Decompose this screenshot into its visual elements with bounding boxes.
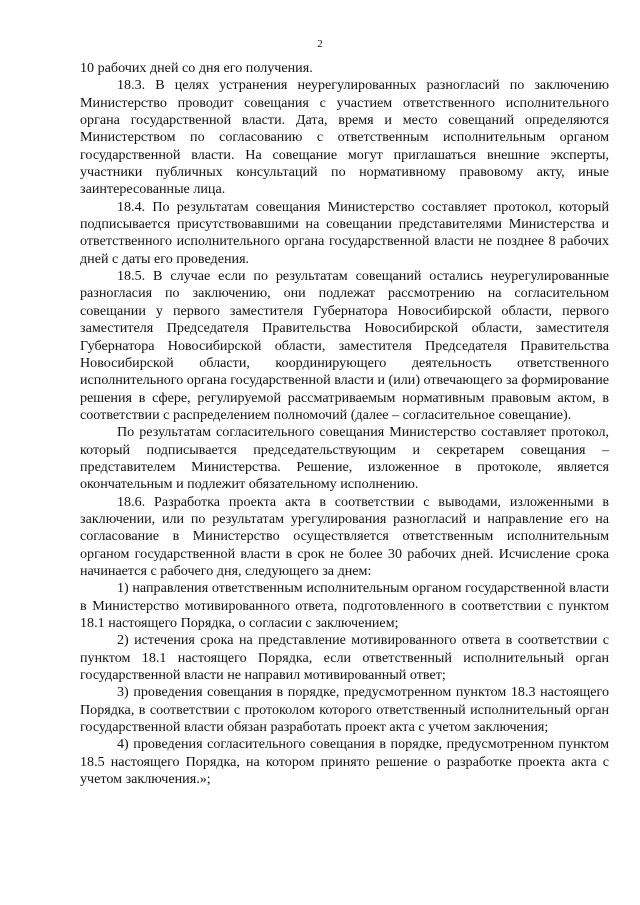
list-item-4: 4) проведения согласительного совещания в порядке, предусмотренном пунктом 18.5 настоящего Порядка, на котором принято решение о разработке проекта акта с учетом заключения.»; [80, 736, 609, 788]
document-body [80, 60, 609, 788]
page-number: 2 [317, 38, 323, 50]
list-item-3: 3) проведения совещания в порядке, предусмотренном пунктом 18.3 настоящего Порядка, в соответствии с протоколом которого ответственный исполнительный орган государственной власти обязан разработать проект акта с учетом заключения; [80, 684, 609, 736]
paragraph-18-4: 18.4. По результатам совещания Министерство составляет протокол, который подписывается присутствовавшими на совещании представителями Министерства и ответственного исполнительного органа государственной власти не позднее 8 рабочих дней с даты его проведения. [80, 198, 609, 267]
list-item-1: 1) направления ответственным исполнительным органом государственной власти в Министерство мотивированного ответа, подготовленного в соответствии с пунктом 18.1 настоящего Порядка, о согласии с заключением; [80, 580, 609, 631]
paragraph-18-6: 18.6. Разработка проекта акта в соответствии с выводами, изложенными в заключении, или по результатам урегулирования разногласий и направление его на согласование в Министерство осуществляется ответственным исполнительным органом государственной власти в срок не более 30 рабочих дней. Исчисление срока начинается с рабочего дня, следующего за днем: [80, 493, 609, 579]
paragraph-18-5-protocol: По результатам согласительного совещания Министерство составляет протокол, который подписывается председательствующим и секретарем совещания – представителем Министерства. Решение, изложенное в протоколе, является окончательным и подлежит обязательному исполнению. [80, 424, 609, 493]
paragraph-18-3: 18.3. В целях устранения неурегулированных разногласий по заключению Министерство проводит совещания с участием ответственного исполнительного органа государственной власти. Дата, время и место совещаний определяются Министерством по согласованию с ответственным исполнительным органом государственной власти. На совещание могут приглашаться внешние эксперты, участники публичных консультаций по нормативному правовому акту, иные заинтересованные лица. [80, 77, 609, 198]
list-item-2: 2) истечения срока на представление мотивированного ответа в соответствии с пунктом 18.1 настоящего Порядка, если ответственный исполнительный орган государственной власти не направил мотивированный ответ; [80, 632, 609, 684]
paragraph-continuation: 10 рабочих дней со дня его получения. [80, 60, 313, 76]
paragraph-18-5: 18.5. В случае если по результатам совещаний остались неурегулированные разногласия по заключению, они подлежат рассмотрению на согласительном совещании у первого заместителя Губернатора Новосибирской области, первого заместителя Председателя Правительства Новосибирской области, заместителя Губернатора Новосибирской области, заместителя Председателя Правительства Новосибирской области, координирующего деятельность ответственного исполнительного органа государственной власти и (или) отвечающего за формирование решения в сфере, регулируемой рассматриваемым нормативным правовым актом, в соответствии с распределением полномочий (далее – согласительное совещание). [80, 268, 609, 423]
